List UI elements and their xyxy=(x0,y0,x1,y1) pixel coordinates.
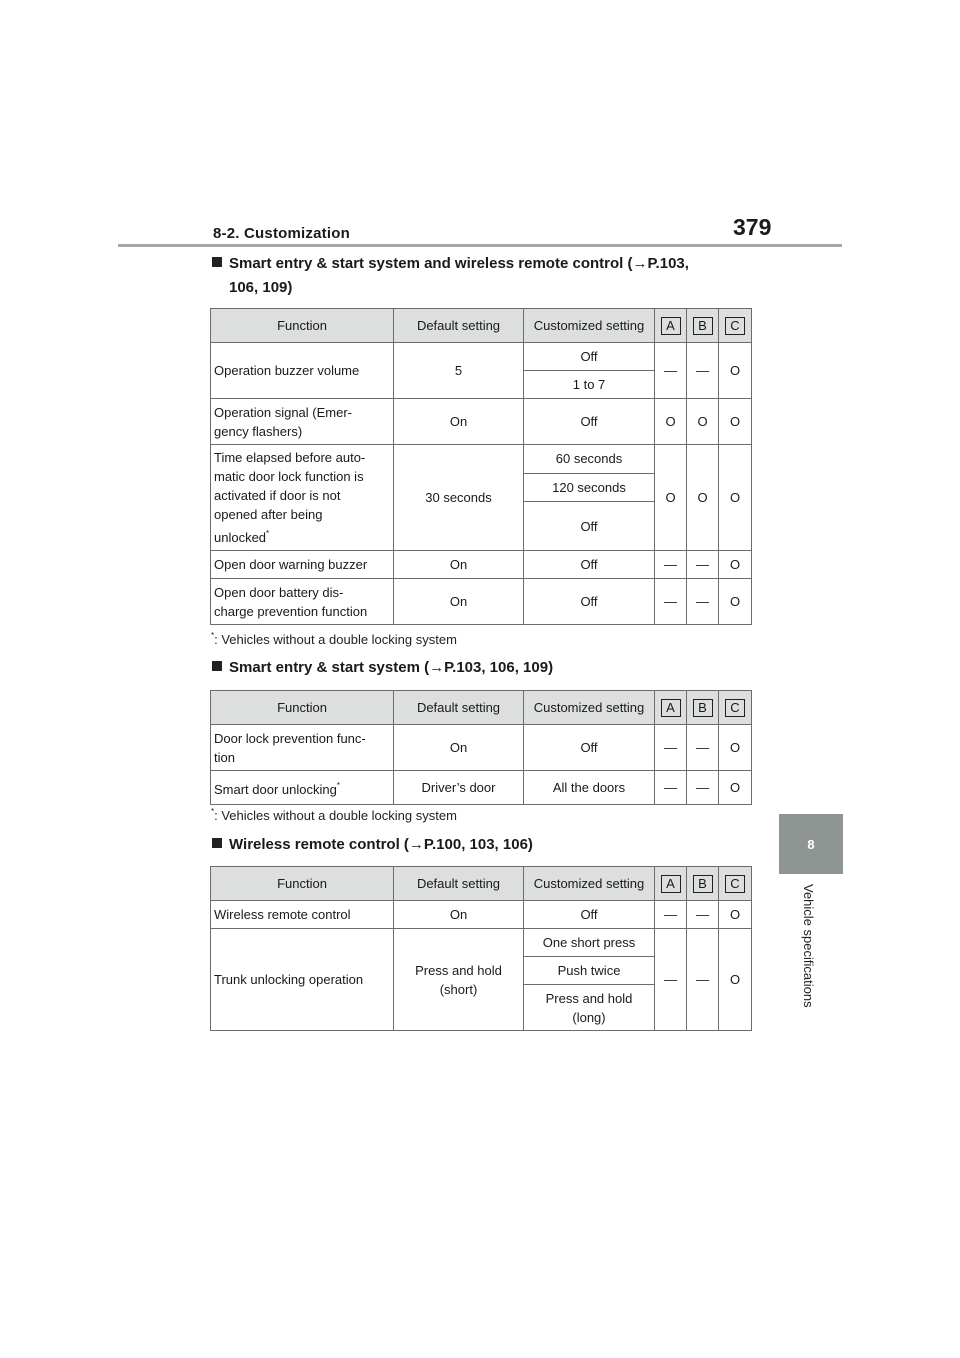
function-cell: Operation signal (Emer- gency flashers) xyxy=(211,399,394,445)
chapter-number: 8 xyxy=(807,836,815,852)
mark-b-cell: — xyxy=(687,725,719,771)
footnote-text: : Vehicles without a double locking system xyxy=(214,808,457,823)
column-header-a xyxy=(655,309,687,343)
footnote-marker: * xyxy=(211,807,215,816)
letter-a-icon: A xyxy=(661,317,681,335)
square-bullet-icon xyxy=(212,257,222,267)
table-row xyxy=(211,445,752,474)
letter-b-icon: B xyxy=(693,699,713,717)
page-reference[interactable]: P.103, xyxy=(647,255,689,272)
column-header-default: Default setting xyxy=(394,867,524,901)
chapter-title: Vehicle specifications xyxy=(801,884,816,1008)
option-cell: 120 seconds xyxy=(524,473,655,502)
table-row xyxy=(211,929,752,957)
section-heading-wireless-remote xyxy=(212,833,533,857)
option-cell: Off xyxy=(524,579,655,625)
mark-b-cell: — xyxy=(687,901,719,929)
footnote-marker: * xyxy=(211,631,215,640)
table-header-row xyxy=(211,691,752,725)
option-cell: Off xyxy=(524,901,655,929)
mark-b-cell: — xyxy=(687,579,719,625)
option-cell: Off xyxy=(524,399,655,445)
column-header-b xyxy=(687,309,719,343)
column-header-customized: Customized setting xyxy=(524,691,655,725)
mark-a-cell: — xyxy=(655,551,687,579)
mark-c-cell: O xyxy=(719,445,752,551)
default-cell: 30 seconds xyxy=(394,445,524,551)
settings-table-wireless-remote xyxy=(210,866,752,1031)
mark-c-cell: O xyxy=(719,399,752,445)
column-header-default: Default setting xyxy=(394,309,524,343)
mark-a-cell: — xyxy=(655,901,687,929)
mark-c-cell: O xyxy=(719,901,752,929)
header-divider xyxy=(118,244,842,247)
default-cell: On xyxy=(394,399,524,445)
option-cell: 60 seconds xyxy=(524,445,655,474)
table-row xyxy=(211,579,752,625)
function-cell: Open door warning buzzer xyxy=(211,551,394,579)
letter-c-icon: C xyxy=(725,875,745,893)
table-row xyxy=(211,725,752,771)
heading-text: Smart entry & start system and wireless remote control ( xyxy=(229,255,633,272)
table-header-row xyxy=(211,867,752,901)
mark-a-cell: O xyxy=(655,445,687,551)
settings-table-smart-entry xyxy=(210,690,752,805)
letter-a-icon: A xyxy=(661,699,681,717)
mark-c-cell: O xyxy=(719,343,752,399)
mark-b-cell: — xyxy=(687,551,719,579)
mark-a-cell: O xyxy=(655,399,687,445)
function-cell: Trunk unlocking operation xyxy=(211,929,394,1031)
column-header-function: Function xyxy=(211,691,394,725)
mark-a-cell: — xyxy=(655,771,687,805)
default-cell: On xyxy=(394,901,524,929)
column-header-default: Default setting xyxy=(394,691,524,725)
table-row xyxy=(211,343,752,371)
column-header-a xyxy=(655,867,687,901)
heading-text: Smart entry & start system ( xyxy=(229,659,430,676)
option-cell: Off xyxy=(524,343,655,371)
column-header-c xyxy=(719,867,752,901)
column-header-function: Function xyxy=(211,309,394,343)
column-header-c xyxy=(719,309,752,343)
column-header-a xyxy=(655,691,687,725)
function-cell: Operation buzzer volume xyxy=(211,343,394,399)
mark-b-cell: — xyxy=(687,343,719,399)
default-cell: On xyxy=(394,579,524,625)
table-row xyxy=(211,399,752,445)
section-title: 8-2. Customization xyxy=(213,225,350,242)
section-heading-smart-entry xyxy=(212,656,553,680)
chapter-tab[interactable] xyxy=(779,814,843,874)
footnote xyxy=(211,631,457,647)
letter-b-icon: B xyxy=(693,317,713,335)
column-header-customized: Customized setting xyxy=(524,309,655,343)
default-cell: Driver’s door xyxy=(394,771,524,805)
footnote-text: : Vehicles without a double locking system xyxy=(214,632,457,647)
option-cell: Press and hold (long) xyxy=(524,985,655,1031)
option-cell: 1 to 7 xyxy=(524,371,655,399)
page-reference[interactable]: P.100, 103, 106) xyxy=(423,836,533,853)
mark-c-cell: O xyxy=(719,725,752,771)
default-cell: Press and hold (short) xyxy=(394,929,524,1031)
option-cell: One short press xyxy=(524,929,655,957)
table-row xyxy=(211,551,752,579)
mark-a-cell: — xyxy=(655,579,687,625)
default-cell: On xyxy=(394,551,524,579)
heading-text: Wireless remote control ( xyxy=(229,836,409,853)
mark-a-cell: — xyxy=(655,725,687,771)
column-header-function: Function xyxy=(211,867,394,901)
letter-a-icon: A xyxy=(661,875,681,893)
table-row xyxy=(211,771,752,805)
letter-c-icon: C xyxy=(725,699,745,717)
column-header-c xyxy=(719,691,752,725)
function-cell: Wireless remote control xyxy=(211,901,394,929)
table-header-row xyxy=(211,309,752,343)
column-header-b xyxy=(687,867,719,901)
arrow-icon: → xyxy=(429,659,445,676)
column-header-customized: Customized setting xyxy=(524,867,655,901)
mark-b-cell: O xyxy=(687,399,719,445)
page-number: 379 xyxy=(733,214,772,240)
option-cell: Off xyxy=(524,502,655,551)
settings-table-smart-entry-wireless xyxy=(210,308,752,625)
arrow-icon: → xyxy=(408,836,424,853)
mark-a-cell: — xyxy=(655,343,687,399)
function-cell: Time elapsed before auto- matic door lock function is activated if door is not opened after being unlocked* xyxy=(211,445,394,551)
function-cell: Door lock prevention func- tion xyxy=(211,725,394,771)
footnote-marker: * xyxy=(336,781,340,790)
arrow-icon: → xyxy=(632,255,648,272)
option-cell: Off xyxy=(524,551,655,579)
option-cell: All the doors xyxy=(524,771,655,805)
mark-c-cell: O xyxy=(719,551,752,579)
page-reference[interactable]: P.103, 106, 109) xyxy=(444,659,554,676)
mark-c-cell: O xyxy=(719,929,752,1031)
square-bullet-icon xyxy=(212,661,222,671)
option-cell: Off xyxy=(524,725,655,771)
default-cell: 5 xyxy=(394,343,524,399)
footnote-marker: * xyxy=(266,529,270,538)
mark-a-cell: — xyxy=(655,929,687,1031)
default-cell: On xyxy=(394,725,524,771)
function-cell: Smart door unlocking* xyxy=(211,771,394,805)
letter-c-icon: C xyxy=(725,317,745,335)
section-heading-smart-entry-wireless xyxy=(212,252,689,300)
footnote xyxy=(211,807,457,823)
column-header-b xyxy=(687,691,719,725)
mark-b-cell: — xyxy=(687,929,719,1031)
table-row xyxy=(211,901,752,929)
square-bullet-icon xyxy=(212,838,222,848)
mark-b-cell: — xyxy=(687,771,719,805)
mark-b-cell: O xyxy=(687,445,719,551)
mark-c-cell: O xyxy=(719,771,752,805)
page-reference-continued[interactable]: 106, 109) xyxy=(229,279,293,296)
mark-c-cell: O xyxy=(719,579,752,625)
function-cell: Open door battery dis- charge prevention function xyxy=(211,579,394,625)
letter-b-icon: B xyxy=(693,875,713,893)
option-cell: Push twice xyxy=(524,957,655,985)
